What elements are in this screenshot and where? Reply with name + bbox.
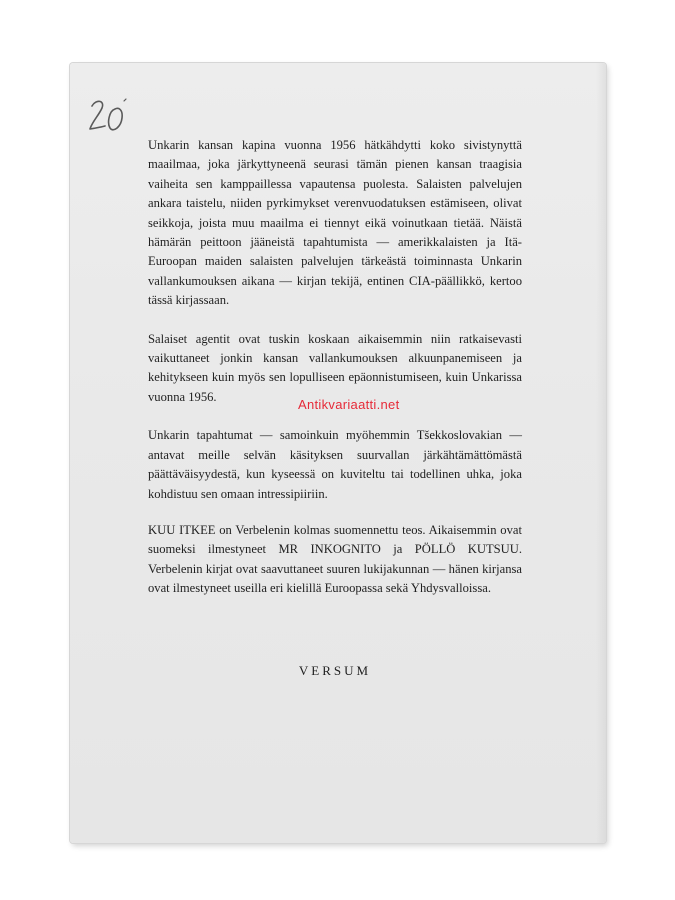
handwritten-pencil-note — [86, 96, 132, 140]
blurb-paragraph-4 — [148, 521, 522, 599]
blurb-text — [148, 136, 522, 618]
book-title-pollo-kutsuu: PÖLLÖ KUTSUU — [414, 542, 519, 557]
publisher-name: VERSUM — [298, 663, 372, 678]
blurb-paragraph-1: Unkarin kansan kapina vuonna 1956 hätkähdytti koko sivistynyttä maailmaa, joka järkyttyneenä seurasi tämän pienen kansan traagisia vaiheita sen kamppaillessa vapautensa puolesta. Salaisten palvelujen ankara taistelu, niiden pyrkimykset verenvuodatuksen estämiseen, olivat seikkoja, joista muu maailma ei tiennyt eikä voinutkaan tietää. Näistä hämärän peittoon jääneistä tapahtumista — amerikkalaisten ja Itä-Euroopan maiden salaisten palvelujen tärkeästä toiminnasta Unkarin vallankumouksen aikana — kirjan tekijä, entinen CIA-päällikkö, kertoo tässä kirjassaan. — [148, 138, 522, 308]
blurb-paragraph-3: Unkarin tapahtumat — samoinkuin myöhemmin Tšekkoslovakian — antavat meille selvän käsityksen suurvallan järkähtämättömästä päättäväisyydestä, kun kyseessä on kuviteltu tai todellinen uhka, joka kohdistuu sen omaan intressipiiriin. — [148, 428, 522, 501]
paragraph-4-text-a: KUU ITKEE on Verbelenin kolmas suomennettu teos. Aikaisemmin ovat suomeksi ilmestyneet — [148, 522, 522, 557]
paragraph-4-text-b: ja — [380, 542, 415, 557]
book-title-mr-inkognito: MR INKOGNITO — [278, 542, 381, 557]
blurb-paragraph-2: Salaiset agentit ovat tuskin koskaan aikaisemmin niin ratkaisevasti vaikuttaneet jonkin kansan vallankumouksen alkuunpanemiseen ja kehitykseen kuin myös sen lopulliseen epäonnistumiseen, kuin Unkarissa vuonna 1956. — [148, 331, 522, 404]
watermark-text: Antikvariaatti.net — [298, 397, 400, 412]
paragraph-4-text-c: . Verbelenin kirjat ovat saavuttaneet suuren lukijakunnan — hänen kirjansa ovat ilmestyneet useilla eri kielillä Euroopassa sekä Yhdysvalloissa. — [148, 542, 523, 596]
